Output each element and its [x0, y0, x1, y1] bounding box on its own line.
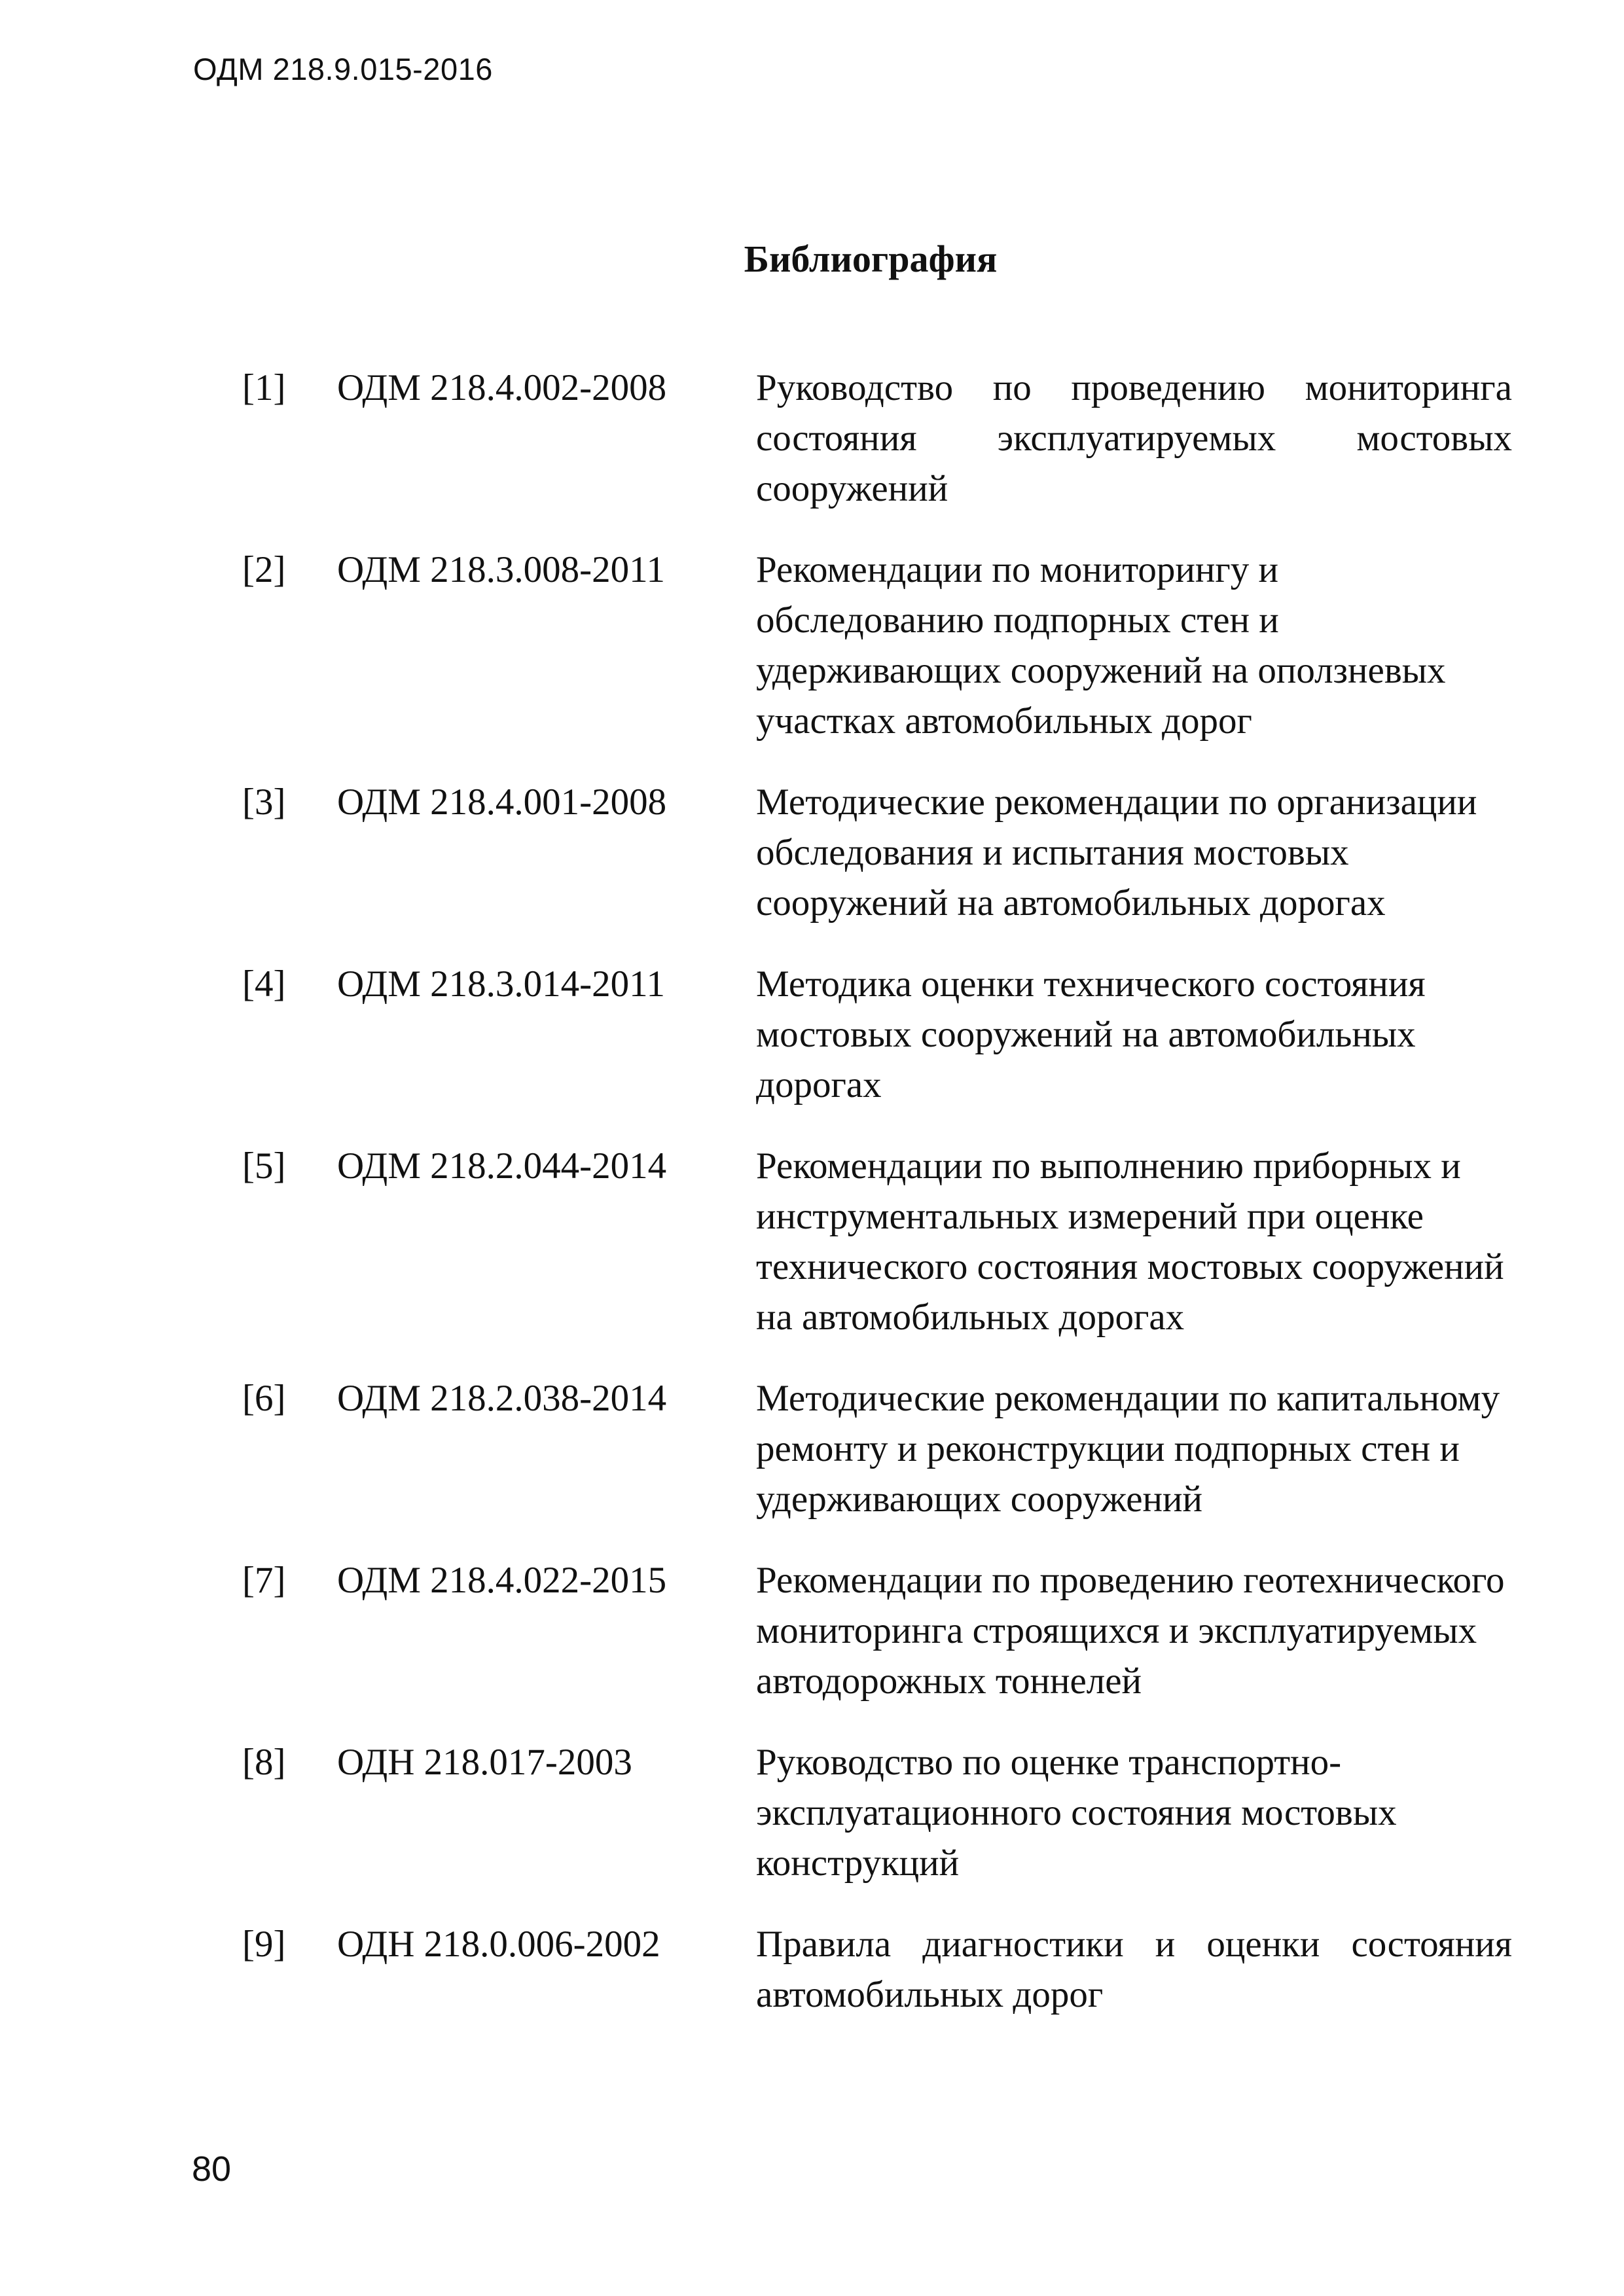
entry-number: [3] — [242, 781, 286, 823]
bibliography-entry — [0, 959, 1624, 1110]
entry-description: Рекомендации по проведению геотехнического мониторинга строящихся и эксплуатируемых автодорожных тоннелей — [756, 1560, 1505, 1702]
entry-description: Методические рекомендации по организации обследования и испытания мостовых сооружений на автомобильных дорогах — [756, 781, 1477, 924]
bibliography-title: Библиография — [744, 238, 998, 280]
entry-number: [4] — [242, 963, 286, 1005]
entry-number: [5] — [242, 1145, 286, 1187]
bibliography-entry — [0, 1141, 1624, 1342]
entry-document-code: ОДМ 218.4.022-2015 — [337, 1560, 667, 1601]
bibliography-entry — [0, 1737, 1624, 1888]
bibliography-list — [0, 363, 1624, 2051]
entry-description: Рекомендации по выполнению приборных и инструментальных измерений при оценке технического состояния мостовых сооружений на автомобильных дорогах — [756, 1145, 1504, 1338]
bibliography-entry — [0, 1373, 1624, 1524]
entry-document-code: ОДН 218.0.006-2002 — [337, 1924, 660, 1965]
bibliography-entry — [0, 777, 1624, 928]
entry-description: Руководство по оценке транспортно-эксплуатационного состояния мостовых конструкций — [756, 1742, 1397, 1884]
entry-description: Рекомендации по мониторингу и обследованию подпорных стен и удерживающих сооружений на оползневых участках автомобильных дорог — [756, 549, 1446, 742]
entry-document-code: ОДМ 218.4.001-2008 — [337, 781, 667, 823]
entry-number: [2] — [242, 549, 286, 590]
entry-document-code: ОДМ 218.3.014-2011 — [337, 963, 666, 1005]
entry-document-code: ОДМ 218.2.038-2014 — [337, 1378, 667, 1419]
bibliography-entry — [0, 1919, 1624, 2020]
bibliography-entry — [0, 1555, 1624, 1706]
entry-number: [7] — [242, 1560, 286, 1601]
document-code-header: ОДМ 218.9.015-2016 — [193, 52, 493, 86]
entry-description: Правила диагностики и оценки состояния автомобильных дорог — [756, 1924, 1512, 2015]
page-number: 80 — [192, 2149, 232, 2189]
entry-document-code: ОДМ 218.3.008-2011 — [337, 549, 666, 590]
entry-number: [8] — [242, 1742, 286, 1783]
entry-document-code: ОДМ 218.2.044-2014 — [337, 1145, 667, 1187]
entry-number: [9] — [242, 1924, 286, 1965]
entry-number: [1] — [242, 367, 286, 408]
entry-number: [6] — [242, 1378, 286, 1419]
bibliography-entry — [0, 363, 1624, 514]
entry-document-code: ОДН 218.017-2003 — [337, 1742, 632, 1783]
entry-document-code: ОДМ 218.4.002-2008 — [337, 367, 667, 408]
entry-description: Методические рекомендации по капитальному ремонту и реконструкции подпорных стен и удерживающих сооружений — [756, 1378, 1500, 1520]
bibliography-entry — [0, 545, 1624, 746]
entry-description: Методика оценки технического состояния мостовых сооружений на автомобильных дорогах — [756, 963, 1426, 1105]
entry-description: Руководство по проведению мониторинга состояния эксплуатируемых мостовых сооружений — [756, 367, 1512, 509]
